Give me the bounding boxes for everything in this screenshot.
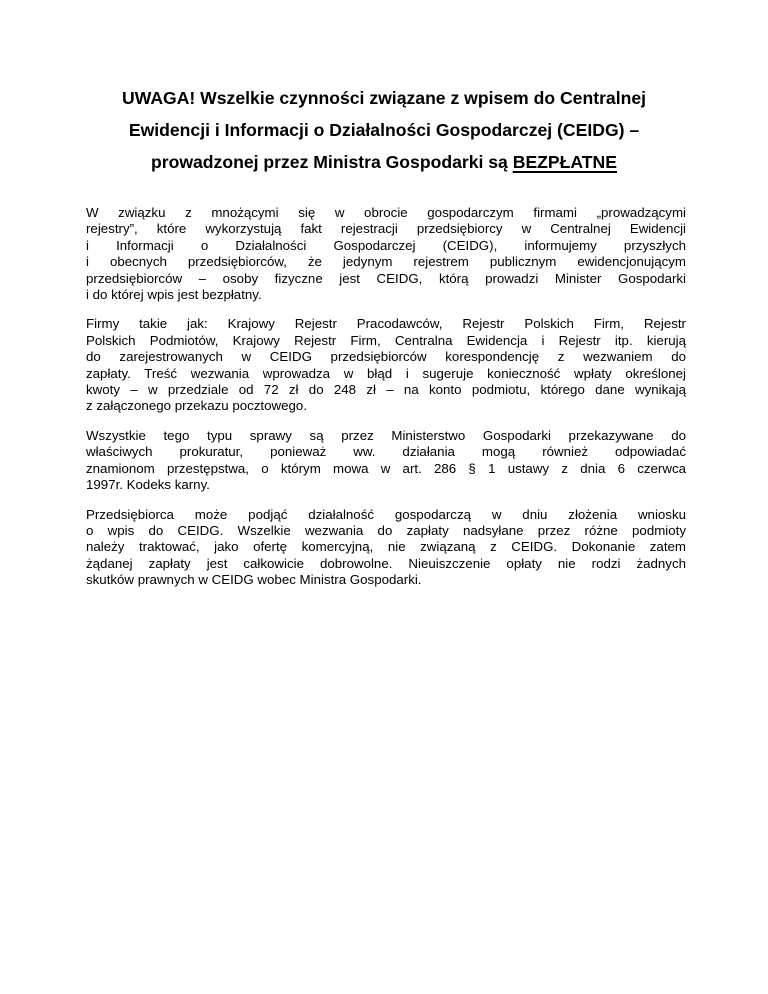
paragraph-1 [86,205,686,303]
paragraph-line: 1997r. Kodeks karny. [86,477,210,493]
title-line-1: UWAGA! Wszelkie czynności związane z wpisem do Centralnej [121,88,647,108]
paragraph-line: przedsiębiorców – osoby fizyczne jest CEIDG, którą prowadzi Minister Gospodarki [86,270,686,286]
paragraph-line: z załączonego przekazu pocztowego. [86,398,308,414]
paragraph-2 [86,316,686,414]
paragraph-line: rejestry”, które wykorzystują fakt rejestracji przedsiębiorcy w Centralnej Ewidencji [86,221,686,237]
paragraph-line: Wszystkie tego typu sprawy są przez Ministerstwo Gospodarki przekazywane do [86,427,686,443]
document-body [86,205,686,602]
paragraph-line: należy traktować, jako ofertę komercyjną, nie związaną z CEIDG. Dokonanie zatem [86,539,686,555]
paragraph-line: skutków prawnych w CEIDG wobec Ministra Gospodarki. [86,572,422,588]
paragraph-4 [86,507,686,589]
paragraph-line: zapłaty. Treść wezwania wprowadza w błąd i sugeruje konieczność wpłaty określonej [86,365,686,381]
paragraph-line: do zarejestrowanych w CEIDG przedsiębiorców korespondencję z wezwaniem do [86,349,686,365]
paragraph-line: żądanej zapłaty jest całkowicie dobrowolne. Nieuiszczenie opłaty nie rodzi żadnych [86,555,686,571]
paragraph-line: właściwych prokuratur, ponieważ ww. działania mogą również odpowiadać [86,444,686,460]
paragraph-line: i obecnych przedsiębiorców, że jedynym rejestrem publicznym ewidencjonującym [86,254,686,270]
paragraph-line: W związku z mnożącymi się w obrocie gospodarczym firmami „prowadzącymi [86,205,686,220]
paragraph-line: kwoty – w przedziale od 72 zł do 248 zł – na konto podmiotu, którego dane wynikają [86,382,686,398]
document-title [60,82,708,178]
title-line-2: Ewidencji i Informacji o Działalności Gospodarczej (CEIDG) – [128,120,640,140]
paragraph-line: Przedsiębiorca może podjąć działalność gospodarczą w dniu złożenia wniosku [86,506,686,522]
title-emphasis-free: BEZPŁATNE [512,152,617,172]
paragraph-line: i Informacji o Działalności Gospodarczej (CEIDG), informujemy przyszłych [86,237,686,253]
paragraph-line: Firmy takie jak: Krajowy Rejestr Pracodawców, Rejestr Polskich Firm, Rejestr [86,316,686,332]
paragraph-line: Polskich Podmiotów, Krajowy Rejestr Firm, Centralna Ewidencja i Rejestr itp. kierują [86,332,686,348]
title-line-3-text: prowadzonej przez Ministra Gospodarki są [151,152,513,172]
paragraph-line: i do której wpis jest bezpłatny. [86,287,262,303]
paragraph-line: o wpis do CEIDG. Wszelkie wezwania do zapłaty nadsyłane przez różne podmioty [86,522,686,538]
title-line-3 [60,146,708,178]
paragraph-3 [86,428,686,494]
paragraph-line: znamionom przestępstwa, o którym mowa w art. 286 § 1 ustawy z dnia 6 czerwca [86,460,686,476]
